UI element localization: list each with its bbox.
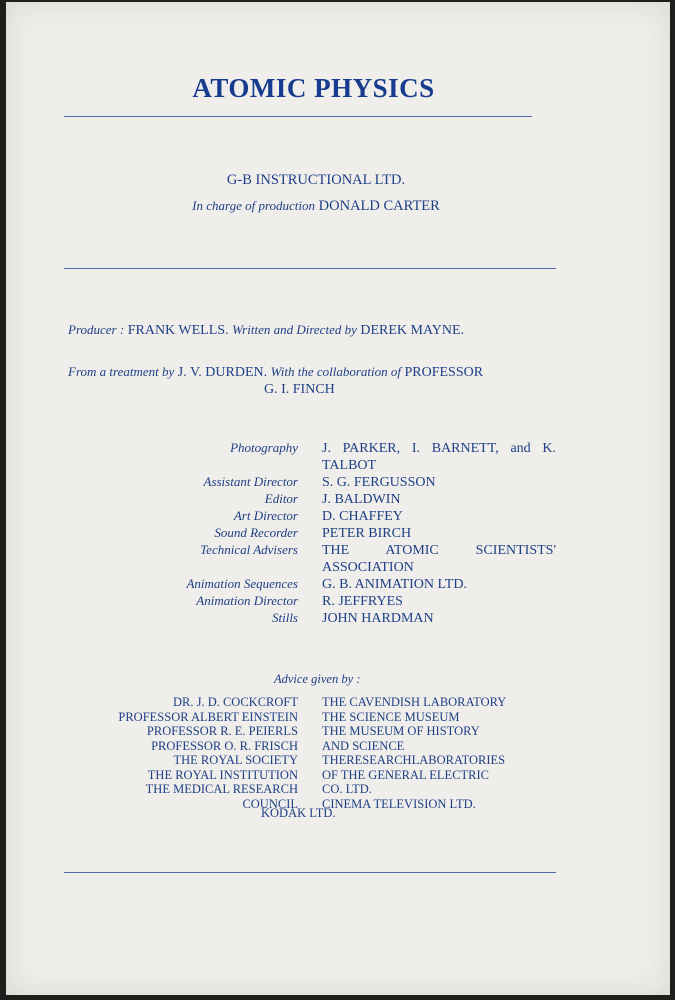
written-label: Written and Directed by bbox=[232, 322, 357, 337]
credit-role: Animation Sequences bbox=[186, 576, 298, 591]
credits-list bbox=[6, 440, 670, 627]
credit-row bbox=[6, 508, 670, 525]
production-label: In charge of production bbox=[192, 198, 316, 213]
treatment-label: From a treatment by bbox=[68, 364, 175, 379]
advice-entry: PROFESSOR O. R. FRISCH bbox=[151, 738, 298, 753]
divider bbox=[64, 872, 556, 873]
credit-role: Art Director bbox=[233, 508, 298, 523]
credit-row bbox=[6, 576, 670, 593]
credit-role: Technical Advisers bbox=[200, 542, 298, 557]
credit-row bbox=[6, 474, 670, 491]
credit-role: Stills bbox=[271, 610, 298, 625]
page bbox=[6, 2, 670, 995]
advice-entry: DR. J. D. COCKCROFT bbox=[172, 695, 298, 709]
page-title: ATOMIC PHYSICS bbox=[192, 73, 435, 103]
divider bbox=[64, 116, 532, 117]
credit-row bbox=[6, 440, 670, 474]
advice-entry: AND SCIENCE bbox=[322, 738, 405, 753]
advice-entry: THE ROYAL SOCIETY bbox=[173, 753, 298, 767]
advice-entry: COUNCIL bbox=[242, 796, 298, 811]
divider bbox=[64, 268, 556, 269]
credit-name: J. PARKER, I. BARNETT, and K. TALBOT bbox=[322, 441, 556, 473]
credit-name: G. B. ANIMATION LTD. bbox=[322, 577, 467, 592]
credit-name: S. G. FERGUSSON bbox=[322, 475, 436, 490]
advice-entry: PROFESSOR ALBERT EINSTEIN bbox=[118, 709, 298, 724]
company-name: G-B INSTRUCTIONAL LTD. bbox=[226, 172, 406, 188]
advice-entry: PROFESSOR R. E. PEIERLS bbox=[146, 724, 298, 738]
credit-role: Sound Recorder bbox=[214, 525, 298, 540]
advice-entry: THE ROYAL INSTITUTION bbox=[147, 767, 298, 782]
credit-role: Assistant Director bbox=[203, 474, 298, 489]
advice-entry: OF THE GENERAL ELECTRIC bbox=[322, 767, 490, 782]
credit-name: PETER BIRCH bbox=[322, 526, 412, 541]
advice-entry: CINEMA TELEVISION LTD. bbox=[322, 796, 476, 811]
advice-right-column bbox=[322, 695, 506, 811]
credit-row bbox=[6, 525, 670, 542]
advice-entry: THERESEARCHLABORATORIES bbox=[322, 753, 506, 767]
producer-line bbox=[68, 321, 568, 339]
credit-role: Photography bbox=[230, 440, 298, 455]
written-name: DEREK MAYNE. bbox=[360, 323, 465, 338]
treatment-name: J. V. DURDEN. bbox=[177, 365, 268, 380]
credit-row bbox=[6, 491, 670, 508]
treatment-line bbox=[68, 363, 568, 398]
advice-left-column bbox=[118, 695, 298, 811]
collaboration-name: PROFESSOR bbox=[404, 365, 484, 380]
production-line bbox=[6, 198, 626, 215]
producer-name: FRANK WELLS. bbox=[127, 323, 229, 338]
credit-name: J. BALDWIN bbox=[322, 492, 401, 507]
advice-entry: THE SCIENCE MUSEUM bbox=[322, 709, 460, 724]
credit-name: JOHN HARDMAN bbox=[322, 611, 434, 626]
advice-entry: THE MEDICAL RESEARCH bbox=[145, 782, 298, 796]
advice-entry: CO. LTD. bbox=[322, 782, 372, 796]
collaboration-name-cont: G. I. FINCH bbox=[264, 382, 335, 397]
advice-heading: Advice given by : bbox=[274, 672, 361, 686]
credit-name: THE ATOMIC SCIENTISTS' ASSOCIATION bbox=[322, 543, 556, 575]
advice-entry: THE CAVENDISH LABORATORY bbox=[322, 695, 507, 709]
credit-row bbox=[6, 593, 670, 610]
credit-name: D. CHAFFEY bbox=[322, 509, 403, 524]
credit-role: Animation Director bbox=[196, 593, 298, 608]
producer-label: Producer : bbox=[68, 322, 125, 337]
credit-row bbox=[6, 542, 670, 576]
advice-last-entry: KODAK LTD. bbox=[261, 806, 336, 820]
credit-role: Editor bbox=[264, 491, 298, 506]
collaboration-label: With the collaboration of bbox=[270, 364, 401, 379]
advice-entry: THE MUSEUM OF HISTORY bbox=[322, 724, 480, 738]
production-name: DONALD CARTER bbox=[318, 198, 440, 214]
credit-name: R. JEFFRYES bbox=[322, 594, 403, 609]
credit-row bbox=[6, 610, 670, 627]
